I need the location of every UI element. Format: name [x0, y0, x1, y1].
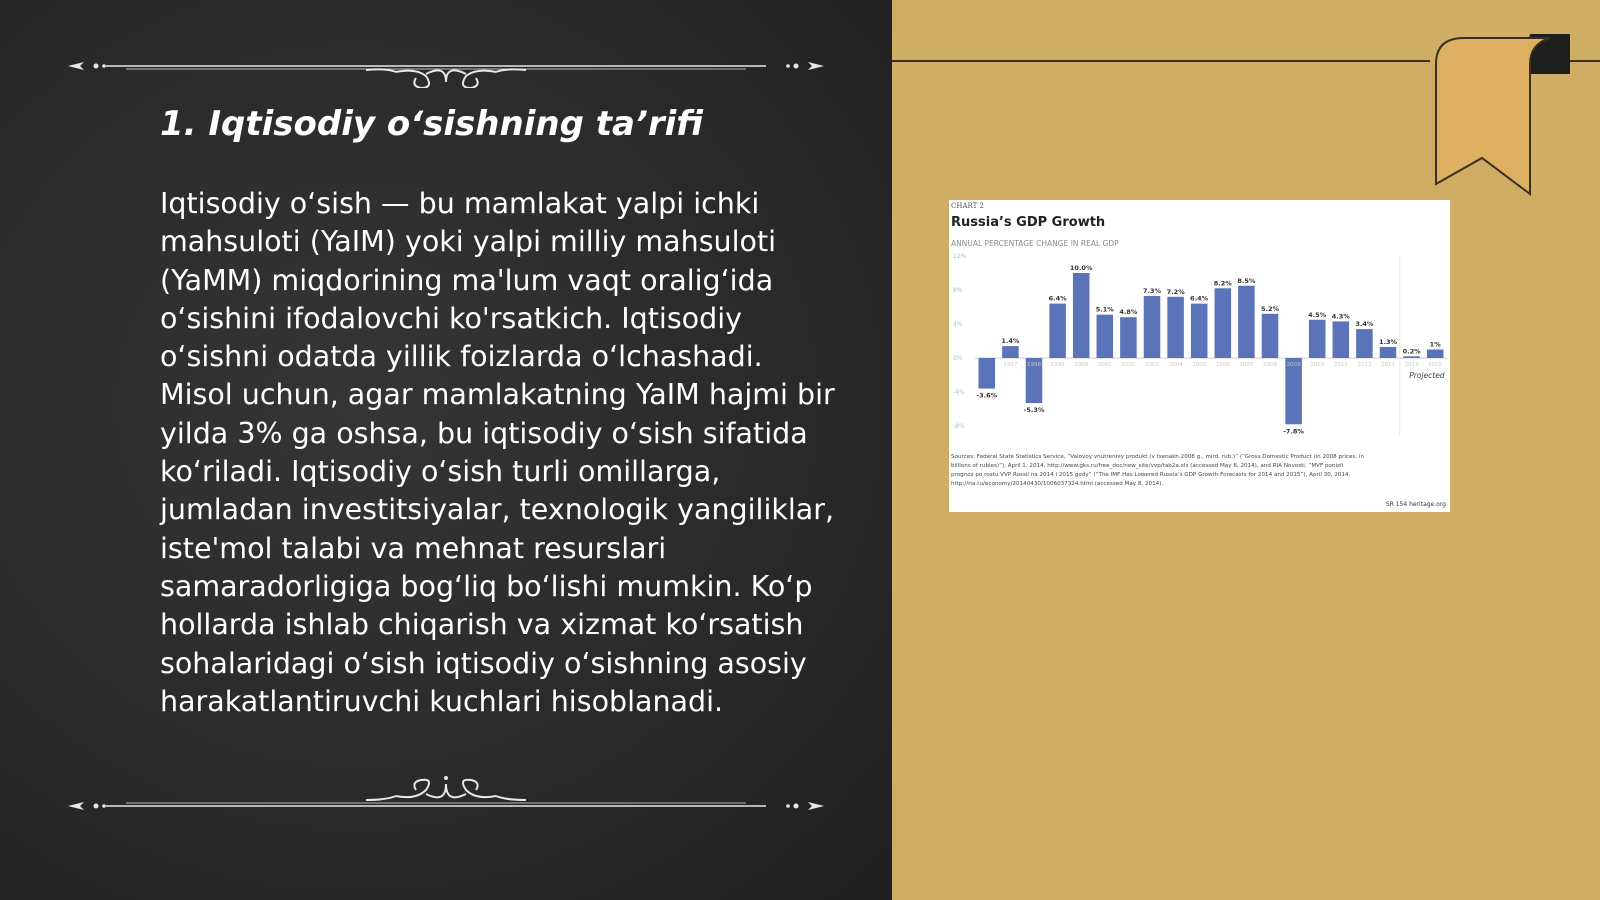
bar-value-label: 1.3%: [1378, 337, 1398, 346]
x-tick-label: 2003: [1145, 362, 1159, 368]
x-tick-label: 2000: [1074, 362, 1089, 368]
x-tick-label: 2015: [1428, 362, 1443, 368]
x-tick-label: 2012: [1357, 362, 1372, 368]
x-tick-label: 2001: [1097, 362, 1112, 368]
chart-bar: [1144, 296, 1161, 358]
slide-title: 1. Iqtisodiy o‘sishning ta’rifi: [160, 104, 704, 144]
bar-value-label: 1%: [1429, 340, 1441, 349]
x-axis-labels: [1003, 362, 1442, 368]
bar-value-label: 8.2%: [1213, 279, 1232, 288]
chart-bar: [1191, 304, 1208, 358]
bar-value-label: 10.0%: [1069, 264, 1093, 272]
source-line: http://ria.ru/economy/20140430/1006037324.html (accessed May 8, 2014).: [951, 481, 1164, 487]
bar-value-label: 4.3%: [1331, 312, 1350, 321]
x-tick-label: 2010: [1310, 362, 1325, 368]
x-tick-label: 1998: [1027, 362, 1041, 368]
chart-bar: [1262, 314, 1279, 358]
x-tick-label: 2005: [1192, 362, 1207, 368]
bottom-ornament-divider: [66, 776, 826, 816]
bookmark-ribbon-icon: [1430, 34, 1570, 199]
bar-value-label: 1.4%: [1001, 337, 1020, 346]
y-tick-label: 8%: [953, 287, 963, 294]
chart-bar: [1427, 350, 1444, 359]
chart-bar: [1309, 320, 1326, 358]
bar-value-label: -3.6%: [976, 391, 998, 400]
x-tick-label: 2008: [1263, 362, 1277, 368]
chart-bar: [1380, 347, 1397, 358]
chart-title: Russia’s GDP Growth: [951, 215, 1106, 230]
bar-value-label: 7.2%: [1166, 287, 1185, 296]
y-tick-label: 0%: [953, 355, 963, 362]
y-tick-label: -8%: [953, 423, 965, 430]
source-line: billions of rubles)”), April 1, 2014, http://www.gks.ru/free_doc/new_site/vvp/tab2a.xls (accessed May 8, 2014), and RIA Novosti, “MVF ponizil: [951, 463, 1344, 469]
x-tick-label: 2004: [1168, 362, 1183, 368]
bar-value-label: -7.8%: [1283, 427, 1304, 436]
top-ornament-divider: [66, 48, 826, 88]
chart-bar: [1333, 321, 1350, 358]
x-tick-label: 1997: [1003, 362, 1018, 368]
gdp-growth-chart: [949, 200, 1450, 512]
chart-bar: [1356, 329, 1373, 358]
y-axis-ticks: [953, 253, 967, 430]
bar-value-label: 5.1%: [1095, 305, 1114, 314]
y-tick-label: 4%: [953, 321, 963, 328]
chart-bar: [1403, 356, 1420, 358]
bar-value-label: 7.3%: [1142, 286, 1162, 295]
chart-bar: [1073, 273, 1090, 358]
right-divider-line: [892, 60, 1430, 62]
chart-sources: [951, 454, 1364, 487]
chart-bar: [1097, 315, 1114, 358]
bar-value-label: 6.4%: [1048, 294, 1067, 303]
chart-bar: [979, 358, 996, 389]
chart-subtitle: ANNUAL PERCENTAGE CHANGE IN REAL GDP: [951, 239, 1119, 248]
bar-value-label: 3.4%: [1355, 320, 1374, 329]
chart-gridlines: [975, 256, 1447, 436]
x-tick-label: 1999: [1050, 362, 1065, 368]
x-tick-label: 2006: [1215, 362, 1230, 368]
source-line: Sources: Federal State Statistics Service, “Valovoy vnutrenniy produkt (v tsenakh 2008 g., mlrd. rub.)” (“Gross Domestic Product (in 2008 prices, in: [951, 454, 1365, 460]
chart-bar: [1049, 304, 1066, 358]
bar-value-label: 8.5%: [1237, 276, 1256, 285]
bar-value-label: 5.2%: [1260, 304, 1280, 313]
y-tick-label: -4%: [953, 389, 965, 396]
x-tick-label: 2011: [1333, 362, 1348, 368]
chart-bar: [1120, 317, 1137, 358]
right-divider-line-end: [1568, 60, 1600, 62]
bar-value-label: 6.4%: [1190, 294, 1209, 303]
x-tick-label: 2002: [1121, 362, 1136, 368]
chart-bar: [1238, 286, 1255, 358]
bar-value-label: 4.8%: [1119, 308, 1138, 317]
y-tick-label: 12%: [953, 253, 967, 260]
bar-value-label: 4.5%: [1308, 310, 1327, 319]
chart-canvas: [949, 200, 1450, 512]
chart-kicker: CHART 2: [951, 202, 985, 210]
x-tick-label: 2009: [1286, 362, 1301, 368]
bar-value-label: 0.2%: [1402, 347, 1421, 356]
chart-bar: [1167, 297, 1184, 358]
slide-body-text: Iqtisodiy o‘sish — bu mamlakat yalpi ichki mahsuloti (YaIM) yoki yalpi milliy mahsuloti (YaMM) miqdorining ma'lum vaqt oralig‘ida o‘sishini ifodalovchi ko'rsatkich. Iqtisodiy o‘sishni odatda yillik foizlarda o‘lchashadi. Misol uchun, agar mamlakatning YaIM hajmi bir yilda 3% ga oshsa, bu iqtisodiy o‘sish sifatida ko‘riladi. Iqtisodiy o‘sish turli omillarga, jumladan investitsiyalar, texnologik yangiliklar, iste'mol talabi va mehnat resurslari samaradorligiga bog‘liq bo‘lishi mumkin. Ko‘p hollarda ishlab chiqarish va xizmat ko‘rsatish sohalaridagi o‘sish iqtisodiy o‘sishning asosiy harakatlantiruvchi kuchlari hisoblanadi.: [160, 187, 835, 718]
chart-bar: [1002, 346, 1019, 358]
source-line: prognoz po rostu VVP Rossii na 2014 i 2015 gody” (“The IMF Has Lowered Russia’s GDP Growth Forecasts for 2014 and 2015”), April 30, 2014,: [951, 472, 1351, 478]
x-tick-label: 2013: [1381, 362, 1395, 368]
chart-footer: SR 154 heritage.org: [1385, 501, 1446, 508]
x-tick-label: 2014: [1404, 362, 1419, 368]
bar-value-label: -5.3%: [1023, 406, 1045, 415]
chart-bar: [1215, 288, 1232, 358]
x-tick-label: 2007: [1239, 362, 1254, 368]
projected-label: Projected: [1409, 371, 1445, 380]
